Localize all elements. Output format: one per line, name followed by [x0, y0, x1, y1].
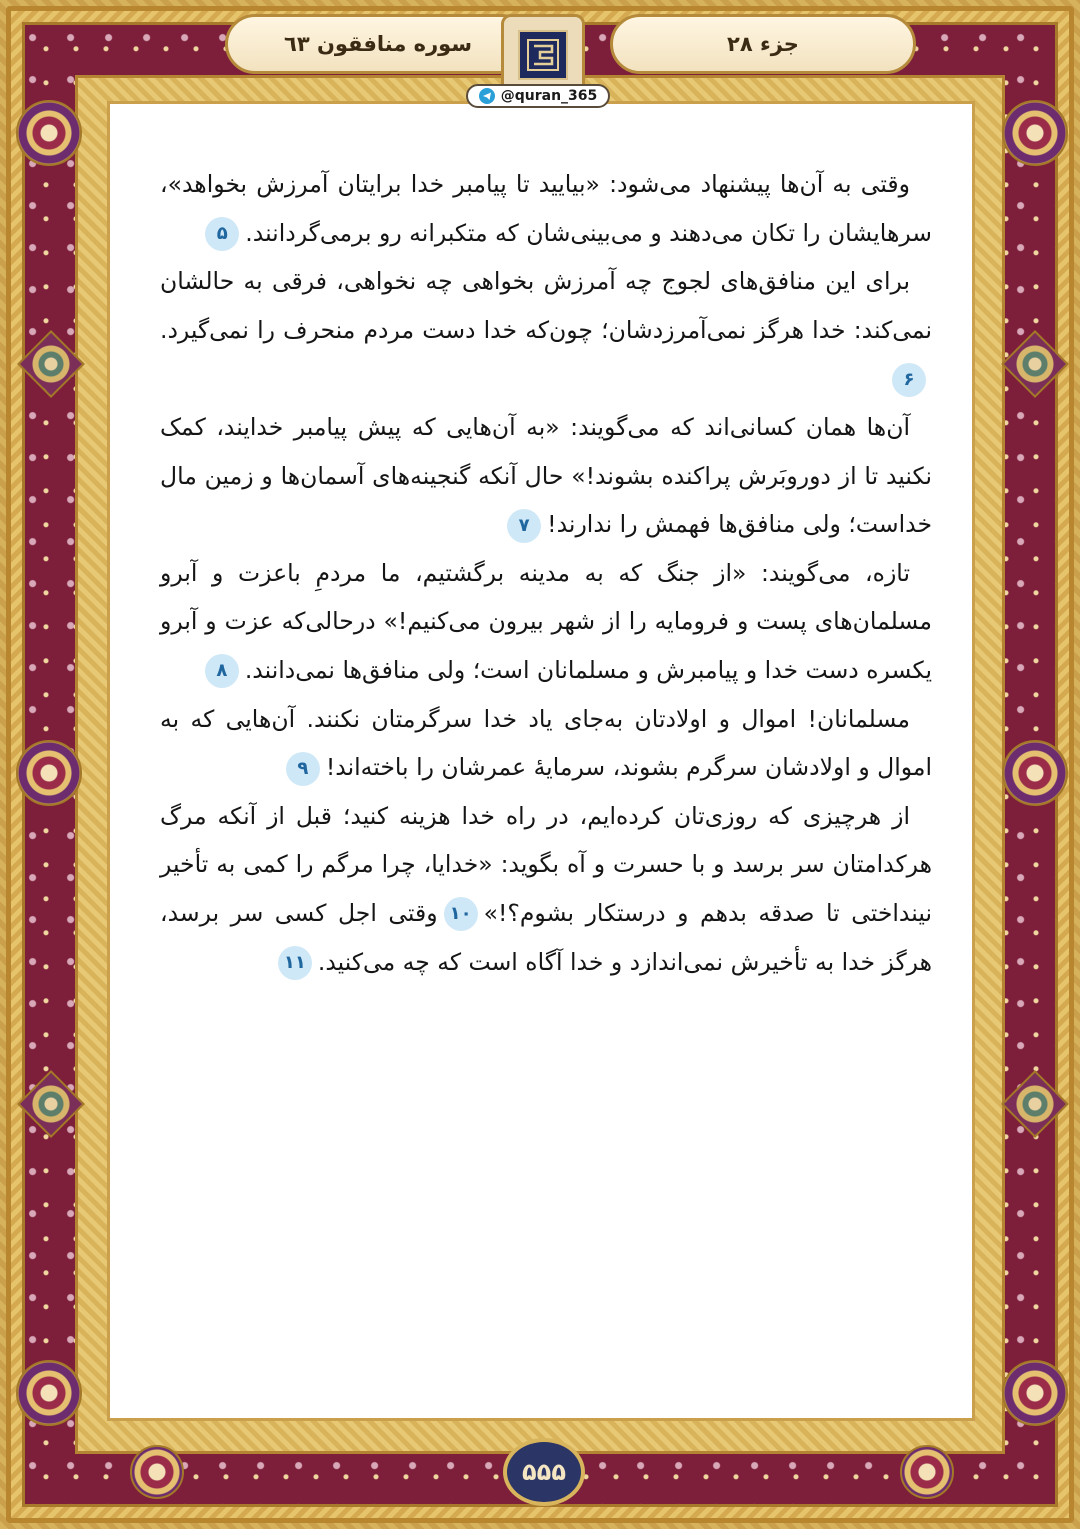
verse-paragraph	[160, 695, 932, 792]
verse-text: تازه، می‌گویند: «از جنگ که به مدینه برگشتیم، ما مردمِ باعزت و آبرو مسلمان‌های پست و فرومایه را از شهر بیرون می‌کنیم!» درحالی‌که عزت و آبرو یکسره دست خدا و پیامبرش و مسلمانان است؛ ولی منافق‌ها نمی‌دانند.	[160, 558, 932, 684]
verse-number-badge: ۱۰	[444, 897, 478, 931]
right-medallion-ornament	[1002, 740, 1068, 806]
page-number: ۵۵۵	[503, 1438, 585, 1506]
verse-number-badge: ۹	[286, 752, 320, 786]
verse-number-badge: ۱۱	[278, 946, 312, 980]
right-medallion-ornament	[1002, 100, 1068, 166]
verse-text: وقتی به آن‌ها پیشنهاد می‌شود: «بیایید تا پیامبر خدا برایتان آمرزش بخواهد»، سرهایشان را تکان می‌دهند و می‌بینی‌شان که متکبرانه رو برمی‌گردانند.	[160, 170, 932, 247]
verse-text: برای این منافق‌های لجوج چه آمرزش بخواهی چه نخواهی، فرقی به حالشان نمی‌کند: خدا هرگز نمی‌آمرزدشان؛ چون‌که خدا دست مردم منحرف را نمی‌گیرد.	[160, 267, 932, 344]
channel-handle: @quran_365	[500, 88, 598, 104]
verse-paragraph	[160, 257, 932, 403]
verse-paragraph	[160, 792, 932, 986]
bottom-medallion-ornament	[130, 1445, 184, 1499]
kufic-logo-icon	[518, 30, 568, 80]
verse-paragraph	[160, 160, 932, 257]
channel-badge[interactable]	[466, 84, 610, 108]
verse-paragraph	[160, 403, 932, 549]
telegram-icon	[479, 88, 495, 104]
juz-label: جزء ۲۸	[610, 14, 916, 74]
surah-title: سوره منافقون ٦٣	[225, 14, 531, 74]
verse-text: وقتی اجل کسی سر برسد، هرگز خدا به تأخیرش نمی‌اندازد و خدا آگاه است که چه می‌کنید.	[160, 898, 932, 976]
verse-number-badge: ۶	[892, 363, 926, 397]
left-medallion-ornament	[16, 740, 82, 806]
bottom-medallion-ornament	[900, 1445, 954, 1499]
verse-number-badge: ۵	[205, 217, 239, 251]
verse-number-badge: ۷	[507, 509, 541, 543]
verse-number-badge: ۸	[205, 654, 239, 688]
left-medallion-ornament	[16, 1360, 82, 1426]
verse-text: آن‌ها همان کسانی‌اند که می‌گویند: «به آن‌هایی که پیش پیامبر خدایند، کمک نکنید تا از دوروبَرش پراکنده بشوند!» حال آنکه گنجینه‌های آسمان‌ها و زمین مال خداست؛ ولی منافق‌ها فهمش را ندارند!	[160, 412, 932, 539]
verse-text: از هرچیزی که روزی‌تان کرده‌ایم، در راه خدا هزینه کنید؛ قبل از آنکه مرگ هرکدامتان سر برسد و با حسرت و آه بگوید: «خدایا، چرا مرگم را کمی به تأخیر نینداختی تا صدقه بدهم و درستکار بشوم؟!»	[160, 801, 932, 927]
right-medallion-ornament	[1002, 1360, 1068, 1426]
left-medallion-ornament	[16, 100, 82, 166]
verse-text: مسلمانان! اموال و اولادتان به‌جای یاد خدا سرگرمتان نکنند. آن‌هایی که به اموال و اولادشان سرگرم بشوند، سرمایهٔ عمرشان را باخته‌اند!	[160, 704, 932, 782]
verse-paragraph	[160, 549, 932, 695]
verse-text-block	[160, 160, 932, 986]
